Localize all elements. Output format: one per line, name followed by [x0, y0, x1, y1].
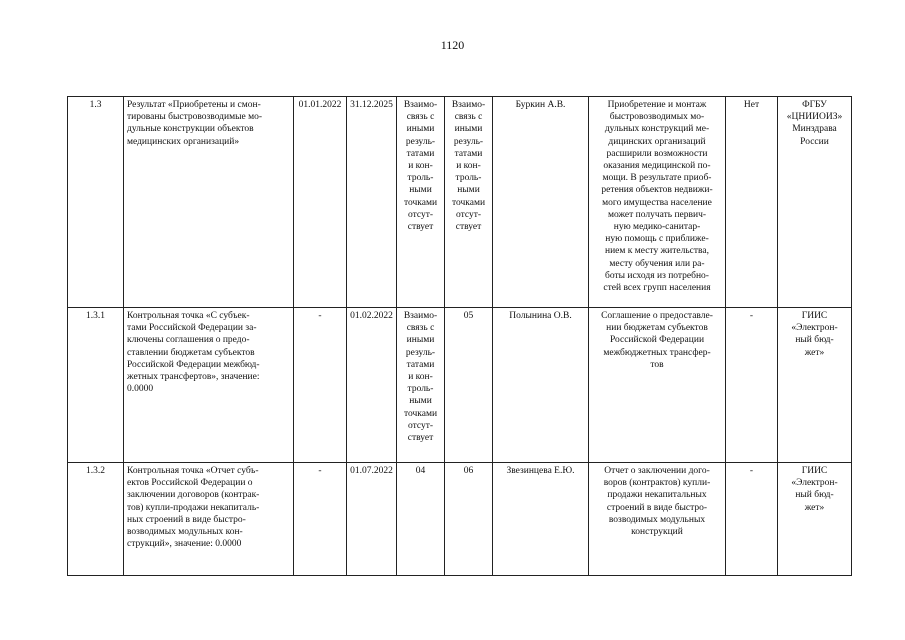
predecessor-cell: Взаимо- связь с иными резуль- татами и кон- троль- ными точками отсут- ствует	[397, 97, 445, 308]
end-date-cell: 31.12.2025	[347, 97, 397, 308]
description-cell: Результат «Приобретены и смон- тированы быстровозводимые мо- дульные конструкции объектов медицинских организаций»	[124, 97, 294, 308]
information-system-cell: ГИИС «Электрон- ный бюд- жет»	[778, 463, 852, 576]
predecessor-cell: Взаимо- связь с иными резуль- татами и кон- троль- ными точками отсут- ствует	[397, 308, 445, 463]
information-system-cell: ФГБУ «ЦНИИОИЗ» Минздрава России	[778, 97, 852, 308]
successor-cell: Взаимо- связь с иными резуль- татами и кон- троль- ными точками отсут- ствует	[445, 97, 493, 308]
responsible-cell: Полынина О.В.	[493, 308, 589, 463]
table-row	[68, 308, 852, 463]
row-number-cell: 1.3.1	[68, 308, 124, 463]
level-cell: Нет	[726, 97, 778, 308]
description-cell: Контрольная точка «Отчет субъ- ектов Российской Федерации о заключении договоров (контрак- тов) купли-продажи некапиталь- ных строений в виде быстро- возводимых модульных кон- струкций», значение: 0.0000	[124, 463, 294, 576]
start-date-cell: -	[294, 308, 347, 463]
level-cell: -	[726, 463, 778, 576]
level-cell: -	[726, 308, 778, 463]
row-number-cell: 1.3	[68, 97, 124, 308]
document-cell: Соглашение о предоставле- нии бюджетам субъектов Российской Федерации межбюджетных трансфер- тов	[589, 308, 726, 463]
information-system-cell: ГИИС «Электрон- ный бюд- жет»	[778, 308, 852, 463]
responsible-cell: Звезинцева Е.Ю.	[493, 463, 589, 576]
end-date-cell: 01.07.2022	[347, 463, 397, 576]
table-row	[68, 463, 852, 576]
successor-cell: 05	[445, 308, 493, 463]
start-date-cell: 01.01.2022	[294, 97, 347, 308]
table-row	[68, 97, 852, 308]
responsible-cell: Буркин А.В.	[493, 97, 589, 308]
row-number-cell: 1.3.2	[68, 463, 124, 576]
successor-cell: 06	[445, 463, 493, 576]
description-cell: Контрольная точка «С субъек- тами Российской Федерации за- ключены соглашения о предо- ставлении бюджетам субъектов Российской Федерации межбюд- жетных трансфертов», значение: 0.0000	[124, 308, 294, 463]
end-date-cell: 01.02.2022	[347, 308, 397, 463]
document-cell: Отчет о заключении дого- воров (контрактов) купли- продажи некапитальных строений в виде быстро- возводимых модульных конструкций	[589, 463, 726, 576]
predecessor-cell: 04	[397, 463, 445, 576]
schedule-table	[67, 96, 852, 576]
document-cell: Приобретение и монтаж быстровозводимых мо- дульных конструкций ме- дицинских организаций расширили возможности оказания медицинской по- мощи. В результате приоб- ретения объектов недвижи- мого имущества население может получать первич- ную медико-санитар- ную помощь с приближе- нием к месту жительства, месту обучения или ра- боты исходя из потребно- стей всех групп населения	[589, 97, 726, 308]
page-number: 1120	[440, 38, 465, 52]
start-date-cell: -	[294, 463, 347, 576]
